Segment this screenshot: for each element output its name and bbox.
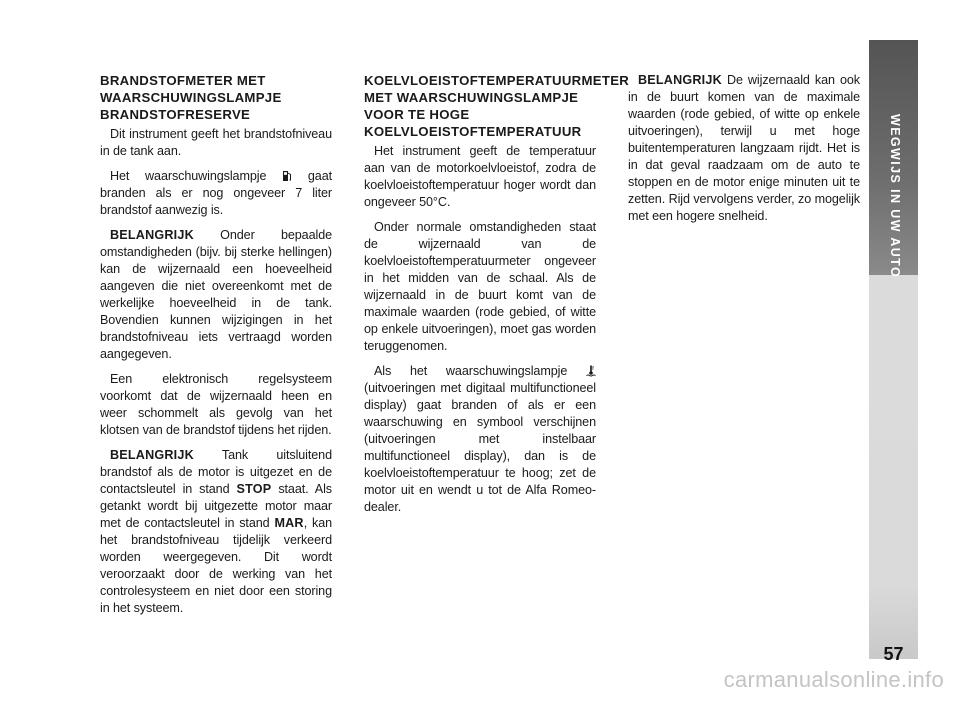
paragraph: BELANGRIJK Onder bepaalde omstandigheden (bijv. bij sterke hellingen) kan de wijzernaald een hoeveelheid aangeven die niet overeenkomt met de werkelijke hoeveelheid in de tank. Bovendien kunnen wijzigingen in het brandstofniveau iets vertraagd worden aangegeven. xyxy=(100,228,332,361)
column-coolant-gauge xyxy=(364,72,630,524)
paragraph: Het instrument geeft de temperatuur aan van de motorkoelvloeistof, zodra de koelvloeistoftemperatuur hoger wordt dan ongeveer 50°C. xyxy=(364,144,596,209)
page-number: 57 xyxy=(883,644,904,664)
coolant-temperature-icon xyxy=(586,365,596,377)
paragraph: BELANGRIJK De wijzernaald kan ook in de buurt komen van de maximale waarden (rode gebied, of witte op enkele uitvoeringen), terwijl u met hoge buitentemperaturen langzaam rijdt. Het is in dat geval raadzaam om de auto te stoppen en de motor enige minuten uit te zetten. Rijd vervolgens verder, zo mogelijk met een hogere snelheid. xyxy=(628,73,860,223)
column-fuel-gauge xyxy=(100,72,332,625)
section-sidebar xyxy=(869,40,918,664)
paragraph: Een elektronisch regelsysteem voorkomt dat de wijzernaald heen en weer schommelt als gevolg van het klotsen van de brandstof tijdens het rijden. xyxy=(100,372,332,437)
paragraph: Dit instrument geeft het brandstofniveau in de tank aan. xyxy=(100,127,332,158)
coolant-gauge-heading: KOELVLOEISTOFTEMPERATUURMETER MET WAARSCHUWINGSLAMPJE VOOR TE HOGE KOELVLOEISTOFTEMPERATUUR xyxy=(364,73,630,139)
watermark: carmanualsonline.info xyxy=(723,667,944,692)
fuel-pump-icon xyxy=(282,170,292,182)
paragraph: BELANGRIJK Tank uitsluitend brandstof als de motor is uitgezet en de contactsleutel in stand STOP staat. Als getankt wordt bij uitgezette motor maar met de contactsleutel in stand MAR, kan het brandstofniveau tijdelijk verkeerd worden weergegeven. Dit wordt veroorzaakt door de werking van het controlesysteem en niet door een storing in het systeem. xyxy=(100,448,333,615)
column-coolant-note xyxy=(628,72,860,233)
paragraph: Het waarschuwingslampje gaat branden als er nog ongeveer 7 liter brandstof aanwezig is. xyxy=(100,169,332,217)
fuel-gauge-heading: BRANDSTOFMETER MET WAARSCHUWINGSLAMPJE BRANDSTOFRESERVE xyxy=(100,73,282,122)
paragraph: Als het waarschuwingslampje (uitvoeringen met digitaal multifunctioneel display) gaat branden of als er een waarschuwing en symbool verschijnen (uitvoeringen met instelbaar multifunctioneel display), dan is de koelvloeistoftemperatuur te hoog; zet de motor uit en wendt u tot de Alfa Romeo-dealer. xyxy=(364,364,596,514)
paragraph: Onder normale omstandigheden staat de wijzernaald van de koelvloeistoftemperatuurmeter ongeveer in het midden van de schaal. Als de wijzernaald in de buurt komt van de maximale waarden (rode gebied, of witte op enkele uitvoeringen), moet gas worden teruggenomen. xyxy=(364,220,596,353)
section-label: WEGWIJS IN UW AUTO xyxy=(888,114,902,279)
